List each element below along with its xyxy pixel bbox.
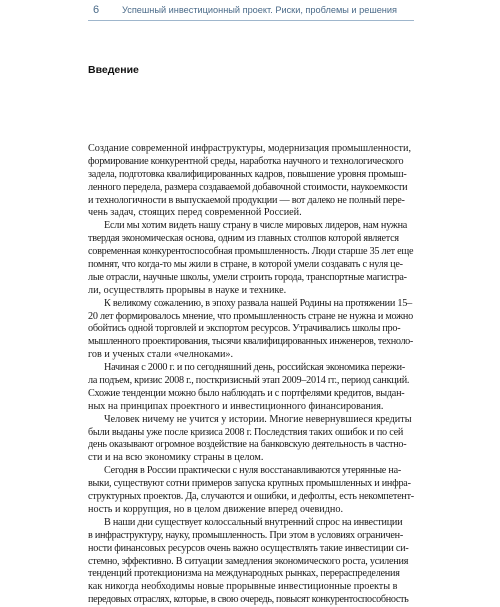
running-title: Успешный инвестиционный проект. Риски, проблемы и решения xyxy=(122,5,397,15)
text-line: ленного передела, размера создаваемой добавочной стоимости, наукоемкости xyxy=(88,181,408,193)
text-line: передовых отраслях, которые, в свою очередь, повысят конкурентоспособность xyxy=(88,594,409,606)
header-rule xyxy=(88,20,414,21)
text-line: мышленного проектирования, тысячи квалифицированных инженеров, техноло- xyxy=(88,336,413,348)
text-line: стемно, эффективно. В ситуации замедления экономического роста, усиления xyxy=(88,555,409,567)
text-line: Схожие тенденции можно было наблюдать и с портфелями кредитов, выдан- xyxy=(88,387,405,399)
text-line: выки, существуют сотни примеров запуска крупных промышленных и инфра- xyxy=(88,478,411,490)
text-line: Создание современной инфраструктуры, модернизация промышленности, xyxy=(88,143,411,154)
text-line: 20 лет формировалось мнение, что промышленность стране не нужна и можно xyxy=(88,310,413,322)
page-header xyxy=(0,0,500,22)
text-line: были выданы уже после кризиса 2008 г. Последствия таких ошибок и по сей xyxy=(88,426,404,438)
text-line: в инфраструктуру, науку, промышленность. При этом в условиях ограничен- xyxy=(88,529,403,541)
text-line: ности финансовых ресурсов очень важно осуществлять такие инвестиции си- xyxy=(88,542,409,554)
text-line: твердая экономическая основа, одним из главных столпов которой является xyxy=(88,233,399,245)
text-line: лые отрасли, научные школы, умели строить города, транспортные магистра- xyxy=(88,271,407,283)
text-line: ла подъем, кризис 2008 г., посткризисный этап 2009–2014 гг., период санкций. xyxy=(88,375,410,387)
text-line: Если мы хотим видеть нашу страну в числе мировых лидеров, нам нужна xyxy=(104,220,408,232)
body-text xyxy=(88,143,414,607)
text-line: К великому сожалению, в эпоху развала нашей Родины на протяжении 15– xyxy=(104,297,412,309)
text-line: задела, подготовка квалифицированных кадров, повышение уровня промыш- xyxy=(88,168,407,180)
text-line: Сегодня в России практически с нуля восстанавливаются утерянные на- xyxy=(104,465,401,477)
text-line: В наши дни существует колоссальный внутренний спрос на инвестиции xyxy=(104,516,403,528)
section-heading: Введение xyxy=(88,64,139,76)
text-line: современная конкурентоспособная промышленность. Люди старше 35 лет еще xyxy=(88,246,414,258)
text-line: чень задач, стоящих перед современной Россией. xyxy=(88,207,302,219)
text-line: день оказывают огромное воздействие на банковскую деятельность в частно- xyxy=(88,439,407,451)
text-line: тенденций протекционизма на международных рынках, перераспределения xyxy=(88,568,400,580)
text-line: Человек ничему не учится у истории. Многие невернувшиеся кредиты xyxy=(104,413,412,425)
text-line: сти и на всю экономику страны в целом. xyxy=(88,452,264,464)
text-line: и технологичности в выпускаемой продукции — вот далеко не полный пере- xyxy=(88,194,405,206)
text-line: формирование конкурентной среды, наработка научного и технологического xyxy=(88,155,404,167)
text-line: как никогда необходимы новые прорывные инвестиционные проекты в xyxy=(88,581,398,593)
page-number: 6 xyxy=(93,4,100,16)
text-line: обойтись одной торговлей и экспортом ресурсов. Утрачивались школы про- xyxy=(88,323,401,335)
text-line: Начиная с 2000 г. и по сегодняшний день, российская экономика пережи- xyxy=(104,362,406,374)
text-line: структурных проектов. Да, случаются и ошибки, и дефолты, есть некомпетент- xyxy=(88,491,414,503)
text-line: ли, осуществлять прорывы в науке и технике. xyxy=(88,284,287,296)
text-line: ных на принципах проектного и инвестиционного финансирования. xyxy=(88,400,384,412)
text-line: ность и коррупция, но в целом движение вперед очевидно. xyxy=(88,503,344,515)
text-line: помнят, что когда-то мы жили в стране, в которой умели создавать с нуля це- xyxy=(88,259,403,271)
text-line: гов и ученых стали «челноками». xyxy=(88,349,234,361)
